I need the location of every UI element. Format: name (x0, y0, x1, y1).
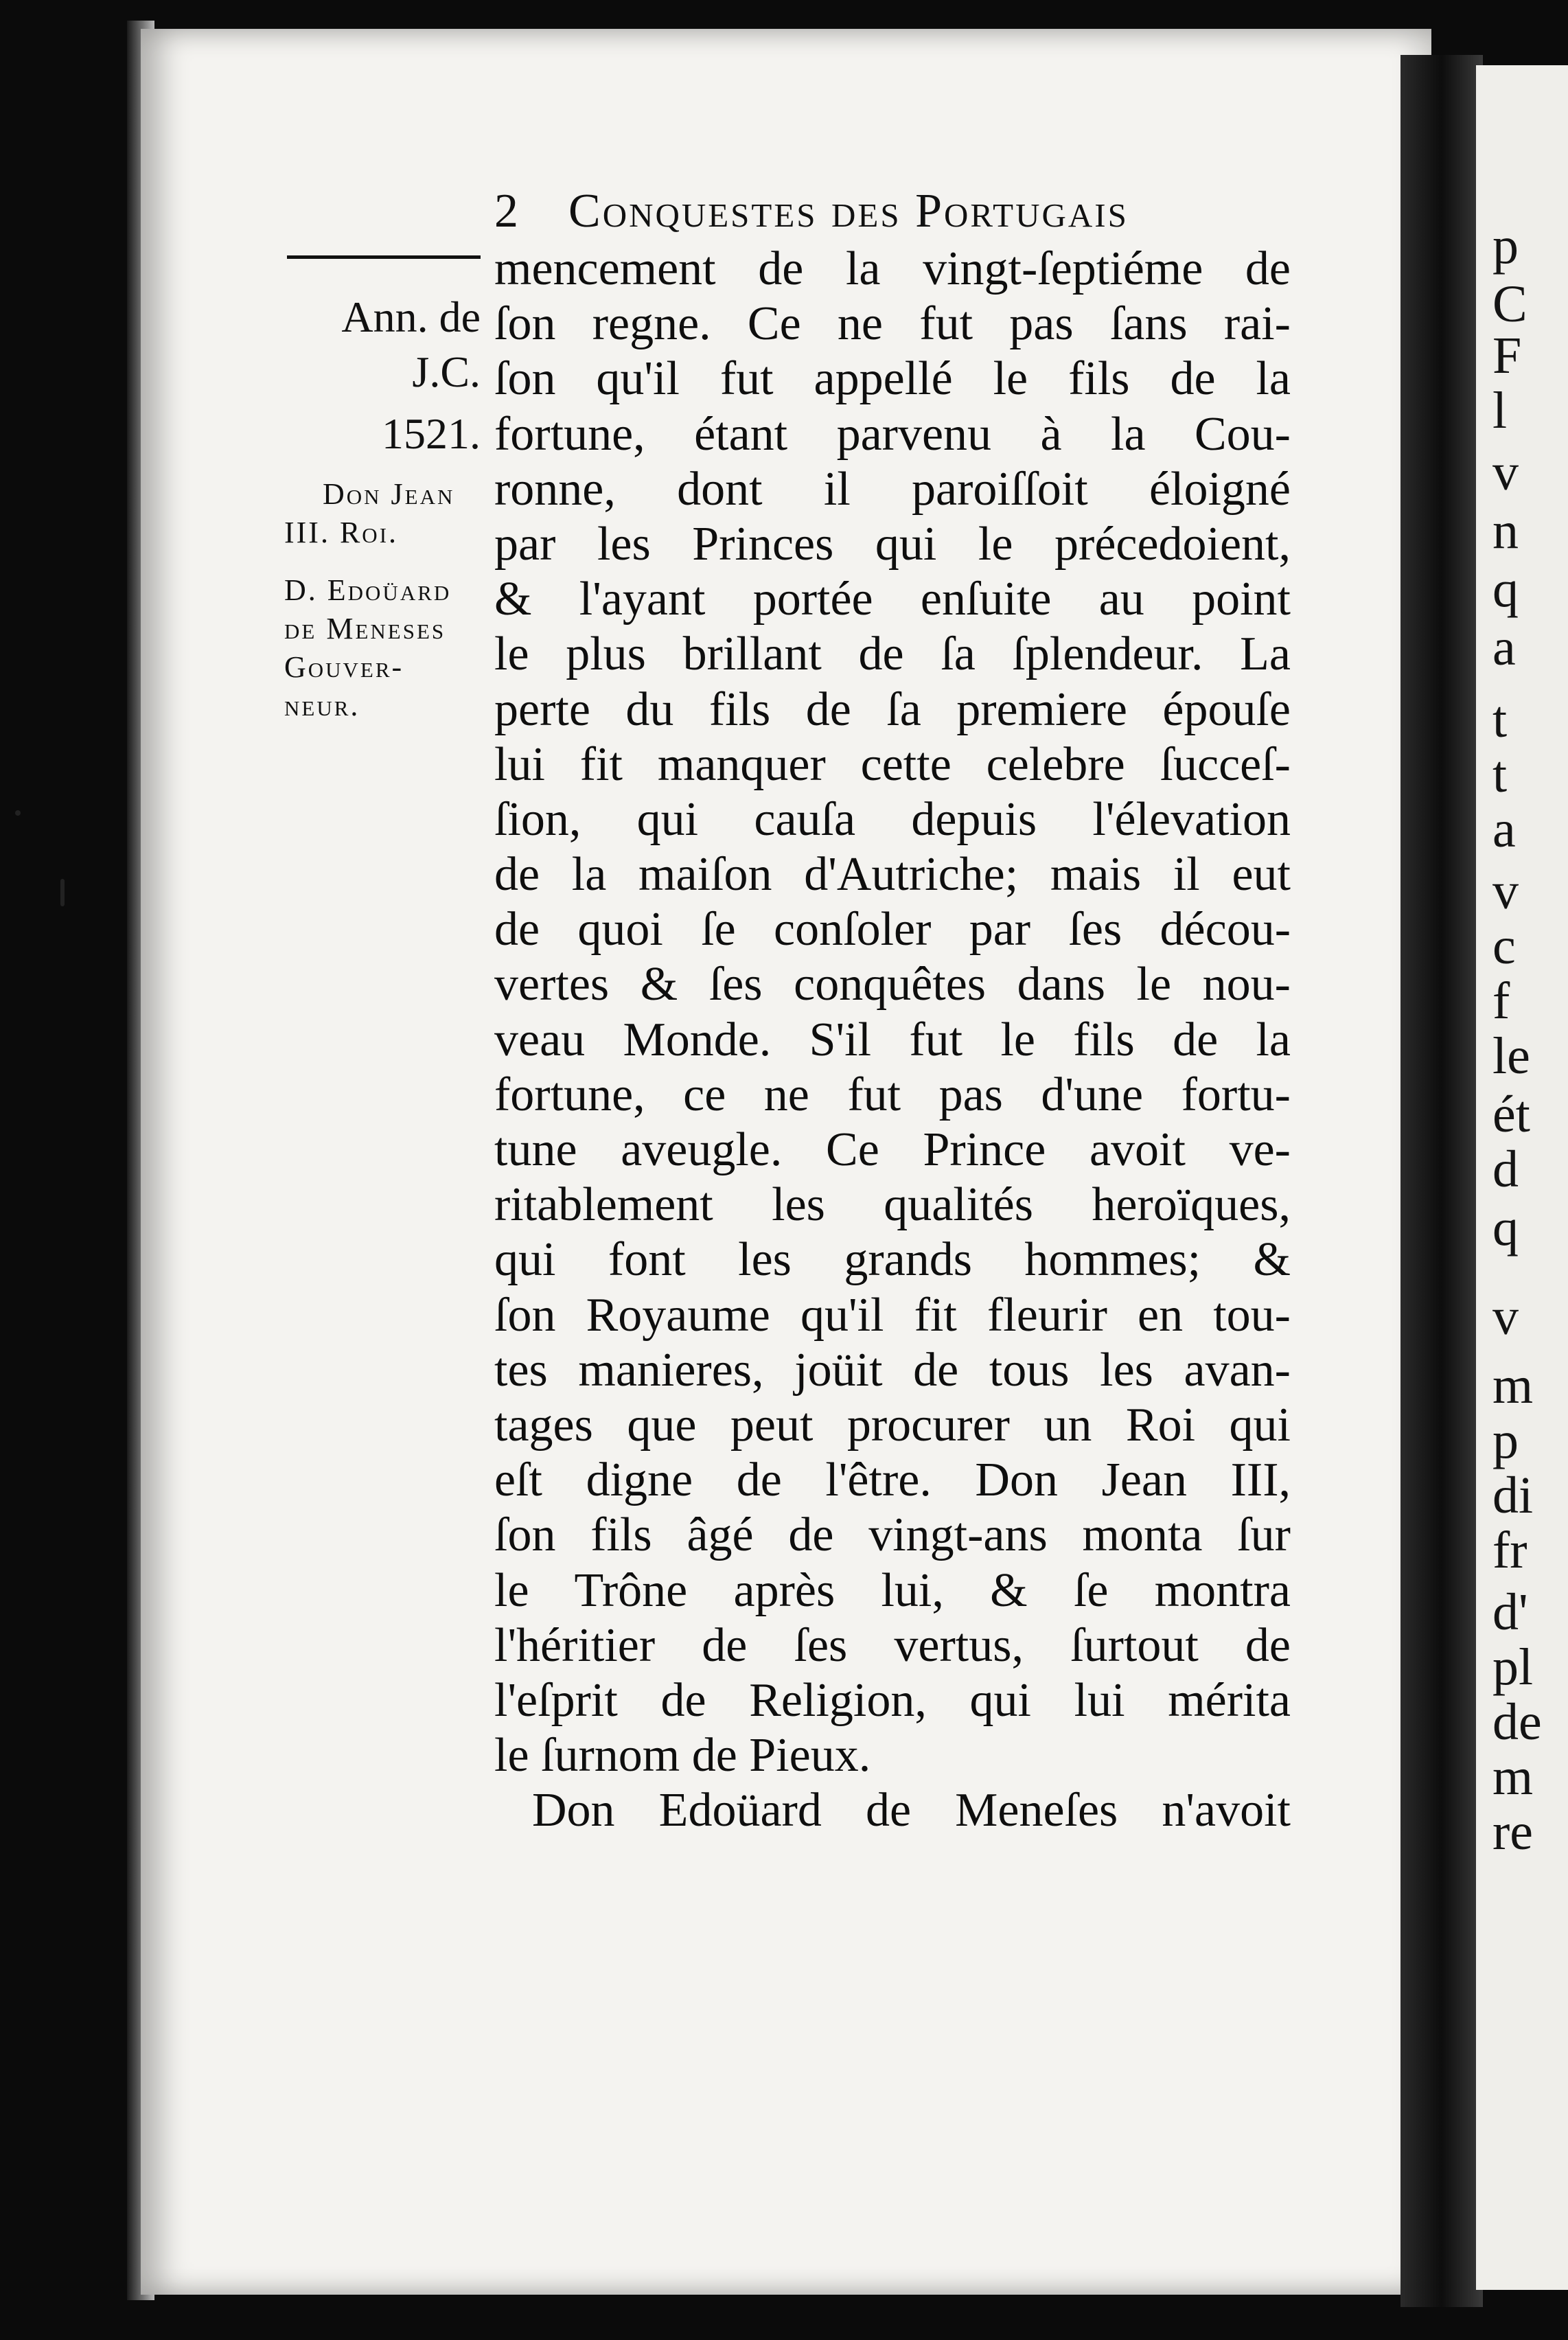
scan-speck (60, 879, 65, 906)
margin-note-king-1: Don Jean (323, 477, 455, 511)
text-line: l'eſprit de Religion, qui lui mérita (494, 1673, 1291, 1727)
text-line: perte du fils de ſa premiere épouſe (494, 682, 1291, 736)
margin-note-governor-1: D. Edoüard (284, 573, 452, 607)
facing-page-fragment: q (1492, 1199, 1519, 1257)
facing-page-fragment: C (1492, 275, 1527, 333)
paragraph-start-line: Don Edoüard de Meneſes n'avoit (532, 1784, 1291, 1837)
facing-page-fragment: di (1492, 1467, 1534, 1524)
text-line: tes manieres, joüit de tous les avan- (494, 1343, 1291, 1397)
text-line: ſon fils âgé de vingt-ans monta ſur (494, 1509, 1291, 1562)
text-line: ronne, dont il paroiſſoit éloigné (494, 462, 1291, 516)
text-line: vertes & ſes conquêtes dans le nou- (494, 958, 1291, 1011)
text-line: de la maiſon d'Autriche; mais il eut (494, 848, 1291, 902)
facing-page-fragment: t (1492, 691, 1508, 748)
facing-page-fragment: p (1492, 217, 1519, 275)
text-line: ſon qu'il fut appellé le fils de la (494, 352, 1291, 406)
page-number: 2 (494, 185, 520, 238)
text-line: ritablement les qualités heroïques, (494, 1178, 1291, 1232)
facing-page-fragment: re (1492, 1803, 1534, 1861)
text-line: ſon regne. Ce ne fut pas ſans rai- (494, 297, 1291, 351)
facing-page-fragment: fr (1492, 1522, 1527, 1579)
facing-page-fragment: f (1492, 972, 1510, 1030)
text-line: qui font les grands hommes; & (494, 1233, 1291, 1287)
facing-page-fragment: ét (1492, 1086, 1530, 1143)
text-line: veau Monde. S'il fut le fils de la (494, 1013, 1291, 1066)
text-line: fortune, étant parvenu à la Cou- (494, 407, 1291, 461)
body-text (494, 242, 1291, 1838)
text-line: fortune, ce ne fut pas d'une fortu- (494, 1068, 1291, 1121)
facing-page-fragment: a (1492, 619, 1516, 676)
facing-page-fragment: d (1492, 1140, 1519, 1198)
margin-note-era: J.C. (412, 347, 481, 396)
text-line: l'héritier de ſes vertus, ſurtout de (494, 1618, 1291, 1672)
book-gutter (1400, 55, 1483, 2307)
running-head (494, 184, 1304, 239)
text-line: le ſurnom de Pieux. (494, 1729, 871, 1782)
text-line: ſon Royaume qu'il fit fleurir en tou- (494, 1288, 1291, 1342)
facing-page-fragment: m (1492, 1357, 1534, 1414)
text-line: tages que peut procurer un Roi qui (494, 1398, 1291, 1452)
facing-page (1476, 65, 1568, 2290)
facing-page-fragment: c (1492, 917, 1516, 975)
facing-page-fragment: m (1492, 1748, 1534, 1806)
facing-page-fragment: v (1492, 1288, 1519, 1346)
margin-note-year: 1521. (382, 409, 481, 458)
facing-page-fragment: q (1492, 560, 1519, 618)
margin-note-king-2: III. Roi. (284, 516, 399, 549)
margin-note-year-label: Ann. de (341, 292, 481, 341)
facing-page-fragment: v (1492, 862, 1519, 920)
margin-rule (287, 255, 481, 259)
facing-page-fragment: n (1492, 502, 1519, 560)
facing-page-fragment: F (1492, 327, 1522, 385)
facing-page-fragment: de (1492, 1693, 1542, 1751)
facing-page-fragment: d' (1492, 1583, 1528, 1641)
facing-page-fragment: p (1492, 1412, 1519, 1469)
text-line: eſt digne de l'être. Don Jean III, (494, 1454, 1291, 1507)
text-line: ſion, qui cauſa depuis l'élevation (494, 792, 1291, 846)
facing-page-fragment: pl (1492, 1638, 1534, 1696)
facing-page-fragment: a (1492, 801, 1516, 858)
facing-page-fragment: v (1492, 444, 1519, 501)
facing-page-fragment: l (1492, 382, 1508, 439)
text-line: & l'ayant portée enſuite au point (494, 573, 1291, 626)
margin-note-governor-4: neur. (284, 689, 360, 722)
margin-note-governor-3: Gouver- (284, 650, 404, 684)
scan-speck (15, 810, 21, 816)
text-line: de quoi ſe conſoler par ſes décou- (494, 903, 1291, 956)
text-line: le plus brillant de ſa ſplendeur. La (494, 628, 1291, 681)
text-line: lui fit manquer cette celebre ſucceſ- (494, 737, 1291, 791)
running-title: Conquestes des Portugais (568, 185, 1129, 238)
facing-page-fragment: le (1492, 1027, 1530, 1085)
facing-page-fragment: t (1492, 746, 1508, 803)
margin-note-governor-2: de Meneses (284, 612, 446, 645)
text-line: le Trône après lui, & ſe montra (494, 1563, 1291, 1617)
text-line: par les Princes qui le précedoient, (494, 517, 1291, 571)
text-line: mencement de la vingt-ſeptiéme de (494, 242, 1291, 295)
text-line: tune aveugle. Ce Prince avoit ve- (494, 1123, 1291, 1176)
